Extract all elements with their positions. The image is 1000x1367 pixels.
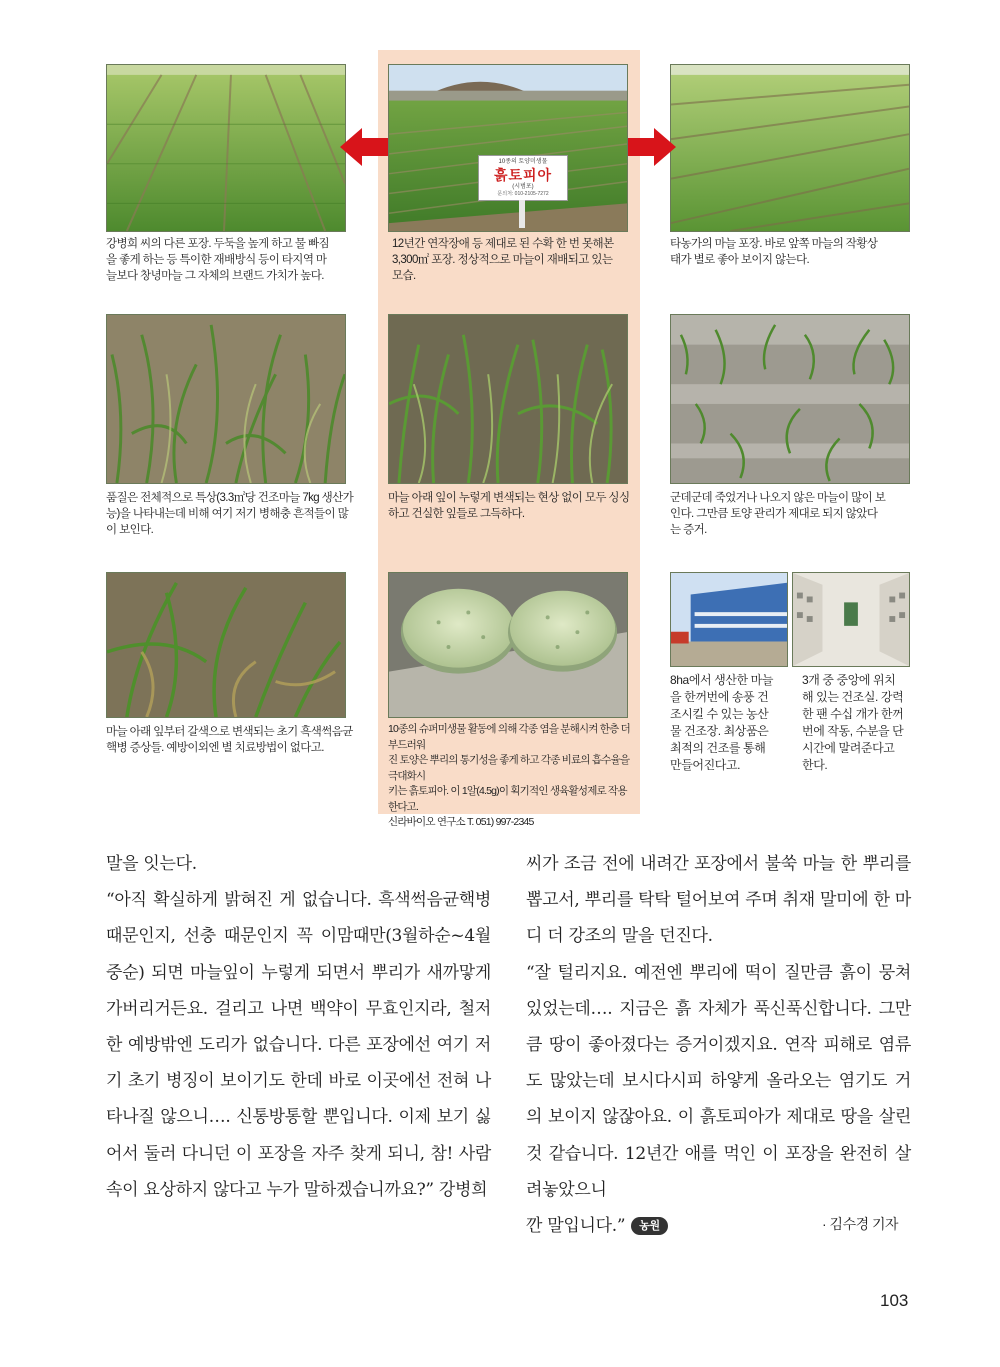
sign-line3: (시범포): [512, 184, 534, 190]
photo-garlic-field-raised-beds: [106, 64, 346, 232]
page-number: 103: [880, 1291, 909, 1310]
body-right-last-text: 깐 말입니다.”: [526, 1216, 626, 1237]
right-arrow-icon: [628, 128, 676, 171]
sign-title: 흙토피아: [493, 167, 553, 183]
caption-top-center: 12년간 연작장애 등 제대로 된 수확 한 번 못해본 3,300㎡ 포장. 정상적으로 마늘이 재배되고 있는 모습.: [392, 238, 614, 282]
sign-post: [519, 200, 525, 228]
photo-garlic-closeup-pests: [106, 314, 346, 484]
photo-other-farm-field: [670, 64, 910, 232]
body-left-paragraph-1: 말을 잇는다.: [106, 854, 197, 874]
photo-drying-room-interior: [792, 572, 910, 667]
caption-top-left: 강병희 씨의 다른 포장. 두둑을 높게 하고 물 빠짐 을 좋게 하는 등 특이한 재배방식 등이 타지역 마 늘보다 창녕마늘 그 자체의 브랜드 가치가 높다.: [106, 238, 330, 282]
caption-top-right: 타농가의 마늘 포장. 바로 앞쪽 마늘의 작황상 태가 별로 좋아 보이지 않는다.: [670, 238, 878, 266]
body-left-paragraph-2: “아직 확실하게 밝혀진 게 없습니다. 흑색썩음균핵병 때문인지, 선충 때문인지 꼭 이맘때만(3월하순~4월중순) 되면 마늘잎이 누렇게 되면서 뿌리가 새까맣게 가버리거든요. 걸리고 나면 백약이 무효인지라, 철저한 예방밖엔 도리가 없습니다. 다른 포장에선 여기 저기 초기 병징이 보이기도 한데 바로 이곳에선 전혀 나타나질 않으니…. 신통방통할 뿐입니다. 이제 보기 싫어서 둘러 다니던 이 포장을 자주 찾게 되니, 참! 사람 속이 요상하지 않다고 누가 말하겠습니까요?” 강병희: [106, 890, 491, 1200]
body-right-paragraph-2: “잘 털리지요. 예전엔 뿌리에 떡이 질만큼 흙이 뭉쳐있었는데…. 지금은 흙 자체가 푹신푹신합니다. 그만큼 땅이 좋아졌다는 증거이겠지요. 연작 피해로 염류도 많았는데 보시다시피 하얗게 올라오는 염기도 거의 보이지 않잖아요. 이 흙토피아가 제대로 땅을 살린 것 같습니다. 12년간 애를 먹인 이 포장을 완전히 살려놓았으니: [526, 962, 911, 1200]
body-right-paragraph-1: 씨가 조금 전에 내려간 포장에서 불쑥 마늘 한 뿌리를 뽑고서, 뿌리를 탁탁 털어보여 주며 취재 말미에 한 마디 더 강조의 말을 던진다.: [526, 854, 911, 947]
caption-bot-left: 마늘 아래 잎부터 갈색으로 변색되는 초기 흑색썩음균 핵병 증상들. 예방이외엔 별 치료방법이 없다고.: [106, 726, 353, 754]
caption-bot-right-a: 8ha에서 생산한 마늘 을 한꺼번에 송풍 건 조시킬 수 있는 농산 물 건조장. 최상품은 최적의 건조를 통해 만들어진다고.: [670, 673, 774, 772]
heuktopia-sign: [478, 155, 568, 201]
caption-mid-right: 군데군데 죽었거나 나오지 않은 마늘이 많이 보 인다. 그만큼 토양 관리가 제대로 되지 않았다 는 증거.: [670, 492, 886, 536]
body-left-column: [106, 846, 491, 1208]
photo-healthy-garlic-leaves: [388, 314, 628, 484]
sign-contact: 문의처: 010-2105-7272: [497, 191, 549, 197]
caption-bot-center: 10종의 슈퍼미생물 활동에 의해 각종 염을 분해시켜 한층 더 부드러워 진 토양은 뿌리의 통기성을 좋게 하고 각종 비료의 흡수율을 극대화시 키는 흙토피아. 이 1알(4.5g)이 획기적인 생육활성제로 작용한다고. 신라바이오 연구소 T. 051) 997-2345: [388, 723, 630, 828]
photo-heuktopia-tablets: [388, 572, 628, 718]
photo-drying-facility: [670, 572, 788, 667]
photo-black-rot-symptoms: [106, 572, 346, 718]
caption-mid-center: 마늘 아래 잎이 누렇게 변색되는 현상 없이 모두 싱싱 하고 건실한 잎들로 그득하다.: [388, 492, 630, 520]
reporter-byline: · 김수경 기자: [822, 1216, 899, 1232]
caption-bot-right-b: 3개 중 중앙에 위치 해 있는 건조실. 강력 한 팬 수십 개가 한꺼 번에 작동, 수분을 단 시간에 말려준다고 한다.: [802, 673, 904, 772]
photo-heuktopia-test-field: [388, 64, 628, 232]
nongwon-badge: 농원: [631, 1217, 668, 1235]
body-right-column: [526, 846, 911, 1244]
left-arrow-icon: [340, 128, 390, 171]
photo-sparse-garlic-field: [670, 314, 910, 484]
caption-mid-left: 품질은 전체적으로 특상(3.3㎡당 건조마늘 7kg 생산가 능)을 나타내는데 비해 여기 저기 병해충 흔적들이 많 이 보인다.: [106, 492, 354, 536]
sign-line1: 10종의 토양미생물: [498, 159, 548, 165]
